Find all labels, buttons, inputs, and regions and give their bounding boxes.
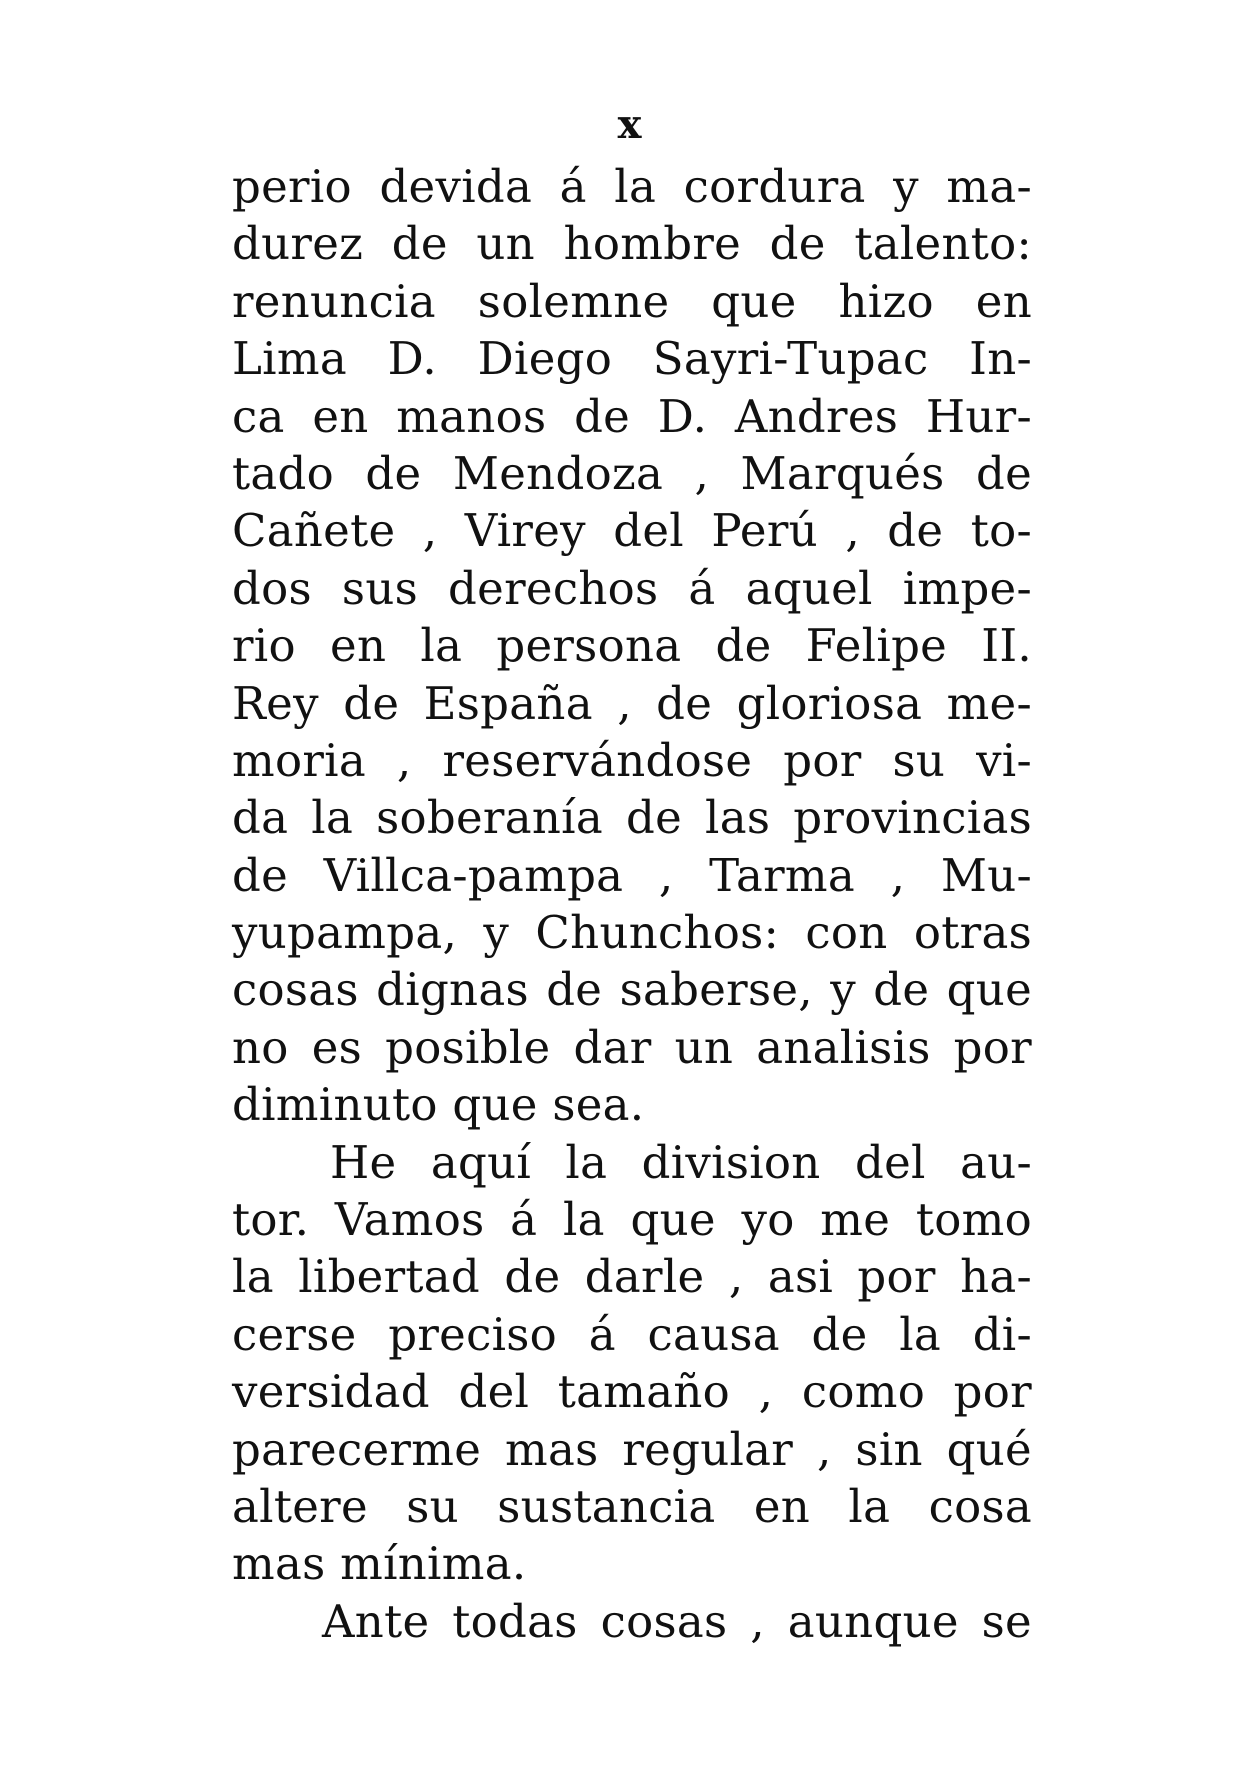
body-text <box>232 158 1032 1650</box>
text-line: Lima D. Diego Sayri-Tupac In- <box>232 332 1032 386</box>
text-line: diminuto que sea. <box>232 1078 645 1132</box>
text-line: tado de Mendoza , Marqués de <box>232 446 1032 500</box>
text-line: renuncia solemne que hizo en <box>232 274 1032 328</box>
text-line: durez de un hombre de talento: <box>232 217 1032 271</box>
text-line: Cañete , Virey del Perú , de to- <box>232 504 1032 558</box>
text-line: ca en manos de D. Andres Hur- <box>232 389 1032 443</box>
text-line: no es posible dar un analisis por <box>232 1020 1032 1074</box>
text-line: moria , reservándose por su vi- <box>232 733 1032 787</box>
paragraph-start-line: Ante todas cosas , aunque se <box>322 1594 1032 1648</box>
text-line: yupampa, y Chunchos: con otras <box>232 906 1032 960</box>
text-line: rio en la persona de Felipe II. <box>232 619 1032 673</box>
text-line: cerse preciso á causa de la di- <box>232 1307 1032 1361</box>
page-number: x <box>617 101 642 148</box>
paragraph-start-line: He aquí la division del au- <box>330 1135 1032 1189</box>
text-line: dos sus derechos á aquel impe- <box>232 561 1032 615</box>
text-line: perio devida á la cordura y ma- <box>232 160 1032 213</box>
text-line: versidad del tamaño , como por <box>232 1365 1032 1419</box>
text-line: da la soberanía de las provincias <box>232 791 1032 845</box>
text-line: tor. Vamos á la que yo me tomo <box>232 1193 1032 1247</box>
text-line: Rey de España , de gloriosa me- <box>232 676 1032 730</box>
text-line: parecerme mas regular , sin qué <box>232 1422 1032 1476</box>
text-line: cosas dignas de saberse, y de que <box>232 963 1032 1017</box>
text-line: mas mínima. <box>232 1537 527 1591</box>
text-line: de Villca-pampa , Tarma , Mu- <box>232 848 1032 902</box>
text-line: la libertad de darle , asi por ha- <box>232 1250 1032 1304</box>
text-line: altere su sustancia en la cosa <box>232 1479 1032 1533</box>
